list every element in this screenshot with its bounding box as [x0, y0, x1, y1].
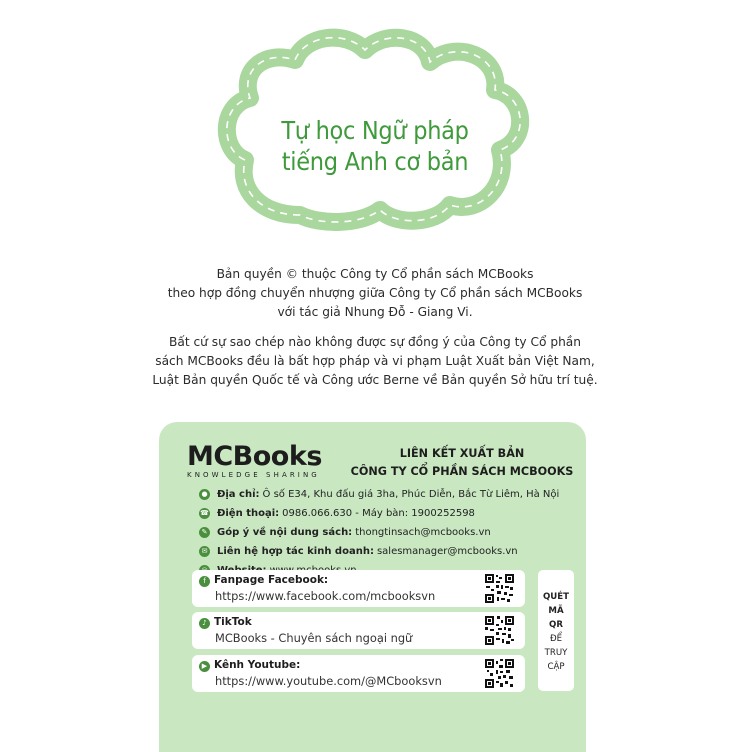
publisher-header-line1: LIÊN KẾT XUẤT BẢN	[399, 447, 525, 460]
facebook-url[interactable]: https://www.facebook.com/mcbooksvn	[215, 589, 436, 603]
scan-word: QUÉT	[542, 592, 570, 602]
copyright-notice	[150, 265, 600, 390]
legal-notice-line: sách MCBooks đều là bất hợp pháp và vi phạm Luật Xuất bản Việt Nam,	[155, 354, 595, 368]
contact-address	[199, 485, 579, 504]
legal-notice-line: Bất cứ sự sao chép nào không được sự đồng ý của Công ty Cổ phần	[169, 335, 581, 349]
contact-label: Góp ý về nội dung sách:	[217, 527, 353, 538]
contact-phone	[199, 504, 579, 523]
scan-word: CẬP	[547, 662, 565, 672]
contact-label: Liên hệ hợp tác kinh doanh:	[217, 546, 374, 557]
publisher-header-line2: CÔNG TY CỔ PHẦN SÁCH MCBOOKS	[350, 465, 574, 478]
facebook-card[interactable]	[192, 570, 525, 607]
qr-code-icon[interactable]	[484, 658, 515, 689]
contact-feedback	[199, 523, 579, 542]
tiktok-title: TikTok	[214, 616, 252, 628]
book-title	[255, 115, 495, 177]
contact-value: Ô số E34, Khu đấu giá 3ha, Phúc Diễn, Bắc Từ Liêm, Hà Nội	[262, 489, 560, 500]
scan-word: TRUY	[544, 648, 568, 658]
youtube-title: Kênh Youtube:	[214, 659, 301, 671]
contact-value: 0986.066.630 - Máy bàn: 1900252598	[282, 508, 475, 519]
phone-icon: ☎	[200, 509, 209, 517]
youtube-icon: ▶	[199, 661, 210, 672]
book-title-line2: tiếng Anh cơ bản	[281, 147, 469, 176]
scan-word: MÃ	[548, 606, 564, 616]
tiktok-icon: ♪	[199, 618, 210, 629]
book-title-line1: Tự học Ngữ pháp	[281, 116, 469, 145]
contact-list	[199, 485, 579, 580]
logo-text: MCBooks	[187, 441, 322, 472]
copyright-line: theo hợp đồng chuyển nhượng giữa Công ty Cổ phần sách MCBooks	[167, 286, 583, 300]
facebook-icon: f	[199, 576, 210, 587]
scan-qr-label	[538, 570, 574, 691]
tiktok-value[interactable]: MCBooks - Chuyên sách ngoại ngữ	[215, 631, 413, 645]
feedback-icon: ✎	[199, 527, 210, 538]
qr-code-icon[interactable]	[484, 573, 515, 604]
copyright-line: Bản quyền © thuộc Công ty Cổ phần sách MCBooks	[216, 267, 534, 281]
publisher-info-panel	[159, 422, 586, 752]
qr-code-icon[interactable]	[484, 615, 515, 646]
facebook-title: Fanpage Facebook:	[214, 574, 329, 586]
youtube-card[interactable]	[192, 655, 525, 692]
scan-word: QR	[549, 620, 563, 630]
mcbooks-logo	[187, 442, 322, 479]
contact-business	[199, 542, 579, 561]
tiktok-card[interactable]	[192, 612, 525, 649]
location-icon: ●	[199, 489, 210, 500]
mail-icon: ✉	[199, 546, 210, 557]
cloud-title-banner	[0, 0, 750, 240]
copyright-line: với tác giả Nhung Đỗ - Giang Vi.	[277, 305, 473, 319]
scan-word: ĐỂ	[549, 634, 563, 644]
contact-label: Địa chỉ:	[217, 489, 260, 500]
contact-email[interactable]: thongtinsach@mcbooks.vn	[355, 527, 491, 538]
contact-email[interactable]: salesmanager@mcbooks.vn	[376, 546, 518, 557]
logo-tagline: KNOWLEDGE SHARING	[187, 471, 320, 479]
youtube-url[interactable]: https://www.youtube.com/@MCbooksvn	[215, 674, 442, 688]
legal-notice-line: Luật Bản quyền Quốc tế và Công ước Berne về Bản quyền Sở hữu trí tuệ.	[152, 373, 598, 387]
contact-label: Điện thoại:	[217, 508, 280, 519]
publisher-header	[349, 445, 575, 481]
